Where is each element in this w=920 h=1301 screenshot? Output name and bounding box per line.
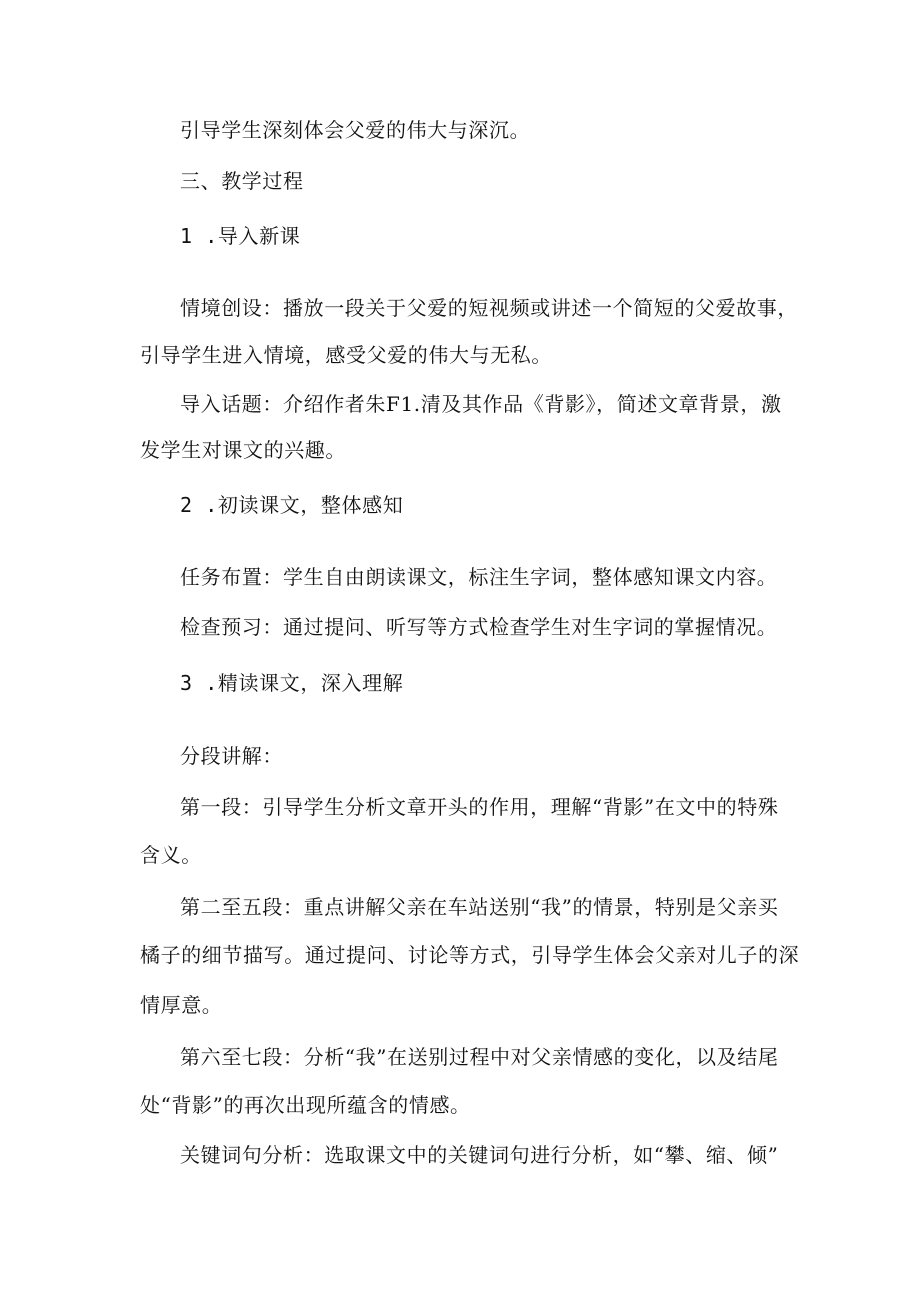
paragraph-line: 情境创设：播放一段关于父爱的短视频或讲述一个简短的父爱故事， [180,296,798,320]
paragraph-line: 引导学生深刻体会父爱的伟大与深沉。 [180,118,531,142]
paragraph-line: 情厚意。 [140,993,223,1017]
paragraph-line: 导入话题：介绍作者朱F1.清及其作品《背影》，简述文章背景，激 [180,392,782,416]
subsection-heading: 3 .精读课文，深入理解 [180,671,404,695]
paragraph-line: 分段讲解： [180,744,283,768]
paragraph-line: 第一段：引导学生分析文章开头的作用，理解“背影”在文中的特殊 [180,795,779,819]
paragraph-line: 处“背影”的再次出现所蕴含的情感。 [140,1093,471,1117]
subsection-heading: 2 .初读课文，整体感知 [180,493,404,517]
paragraph-line: 第二至五段：重点讲解父亲在车站送别“我”的情景，特别是父亲买 [180,895,779,919]
subsection-heading: 1 .导入新课 [180,224,301,248]
paragraph-line: 第六至七段：分析“我”在送别过程中对父亲情感的变化，以及结尾 [180,1045,779,1069]
paragraph-line: 关键词句分析：选取课文中的关键词句进行分析，如“攀、缩、倾” [180,1143,779,1167]
paragraph-line: 橘子的细节描写。通过提问、讨论等方式，引导学生体会父亲对儿子的深 [140,943,800,967]
paragraph-line: 发学生对课文的兴趣。 [140,438,346,462]
paragraph-line: 任务布置：学生自由朗读课文，标注生字词，整体感知课文内容。 [180,565,778,589]
section-heading: 三、教学过程 [180,169,304,193]
paragraph-line: 含义。 [140,843,202,867]
paragraph-line: 引导学生进入情境，感受父爱的伟大与无私。 [140,343,552,367]
paragraph-line: 检查预习：通过提问、听写等方式检查学生对生字词的掌握情况。 [180,615,778,639]
